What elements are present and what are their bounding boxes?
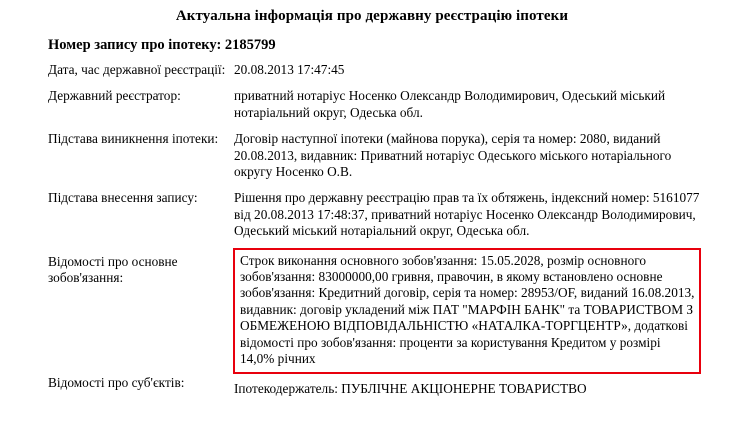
table-row [48,373,700,397]
table-row [48,188,700,248]
registration-info-table [48,60,701,397]
table-row [48,86,700,129]
document-page [0,8,744,432]
row-label: Підстава внесення запису: [48,190,198,206]
table-row [48,129,700,188]
row-value: Рішення про державну реєстрацію прав та їх обтяжень, індексний номер: 5161077 від 20.08.2013 17:48:37, приватний нотаріус Носенко Олександр Володимирович, Одеський міський нотаріальний округ, Одеська обл. [234,190,700,239]
record-number: Номер запису про іпотеку: 2185799 [48,37,276,53]
row-label: Дата, час державної реєстрації: [48,62,226,77]
row-value-highlighted: Строк виконання основного зобов'язання: 15.05.2028, розмір основного зобов'язання: 83000000,00 гривня, правочин, в якому встановлено основне зобов'язання: Кредитний договір, серія та номер: 28953/OF, виданий 16.08.2013, видавник: договір укладений між ПАТ "МАРФІН БАНК" та ТОВАРИСТВОМ З ОБМЕЖЕНОЮ ВІДПОВІДАЛЬНІСТЮ «НАТАЛКА-ТОРГЦЕНТР», додаткові відомості про зобов'язання: проценти за користування Кредитом у розмірі 14,0% річних [234,249,700,373]
row-label: Підстава виникнення іпотеки: [48,131,219,147]
row-value: 20.08.2013 17:47:45 [234,62,345,77]
row-value: Іпотекодержатель: ПУБЛІЧНЕ АКЦІОНЕРНЕ ТОВАРИСТВО [234,380,587,396]
row-value: приватний нотаріус Носенко Олександр Володимирович, Одеський міський нотаріальний округ, Одеська обл. [234,88,666,120]
page-title: Актуальна інформація про державну реєстрацію іпотеки [175,8,569,24]
row-value: Договір наступної іпотеки (майнова порука), серія та номер: 2080, виданий 20.08.2013, видавник: Приватний нотаріус Одеського міського нотаріального округу Носенко О.В. [234,131,672,180]
table-row-highlighted [48,249,700,373]
table-row [48,60,700,86]
row-label: Відомості про основне зобов'язання: [48,253,178,286]
row-label: Державний реєстратор: [48,88,181,104]
row-label: Відомості про суб'єктів: [48,374,185,390]
